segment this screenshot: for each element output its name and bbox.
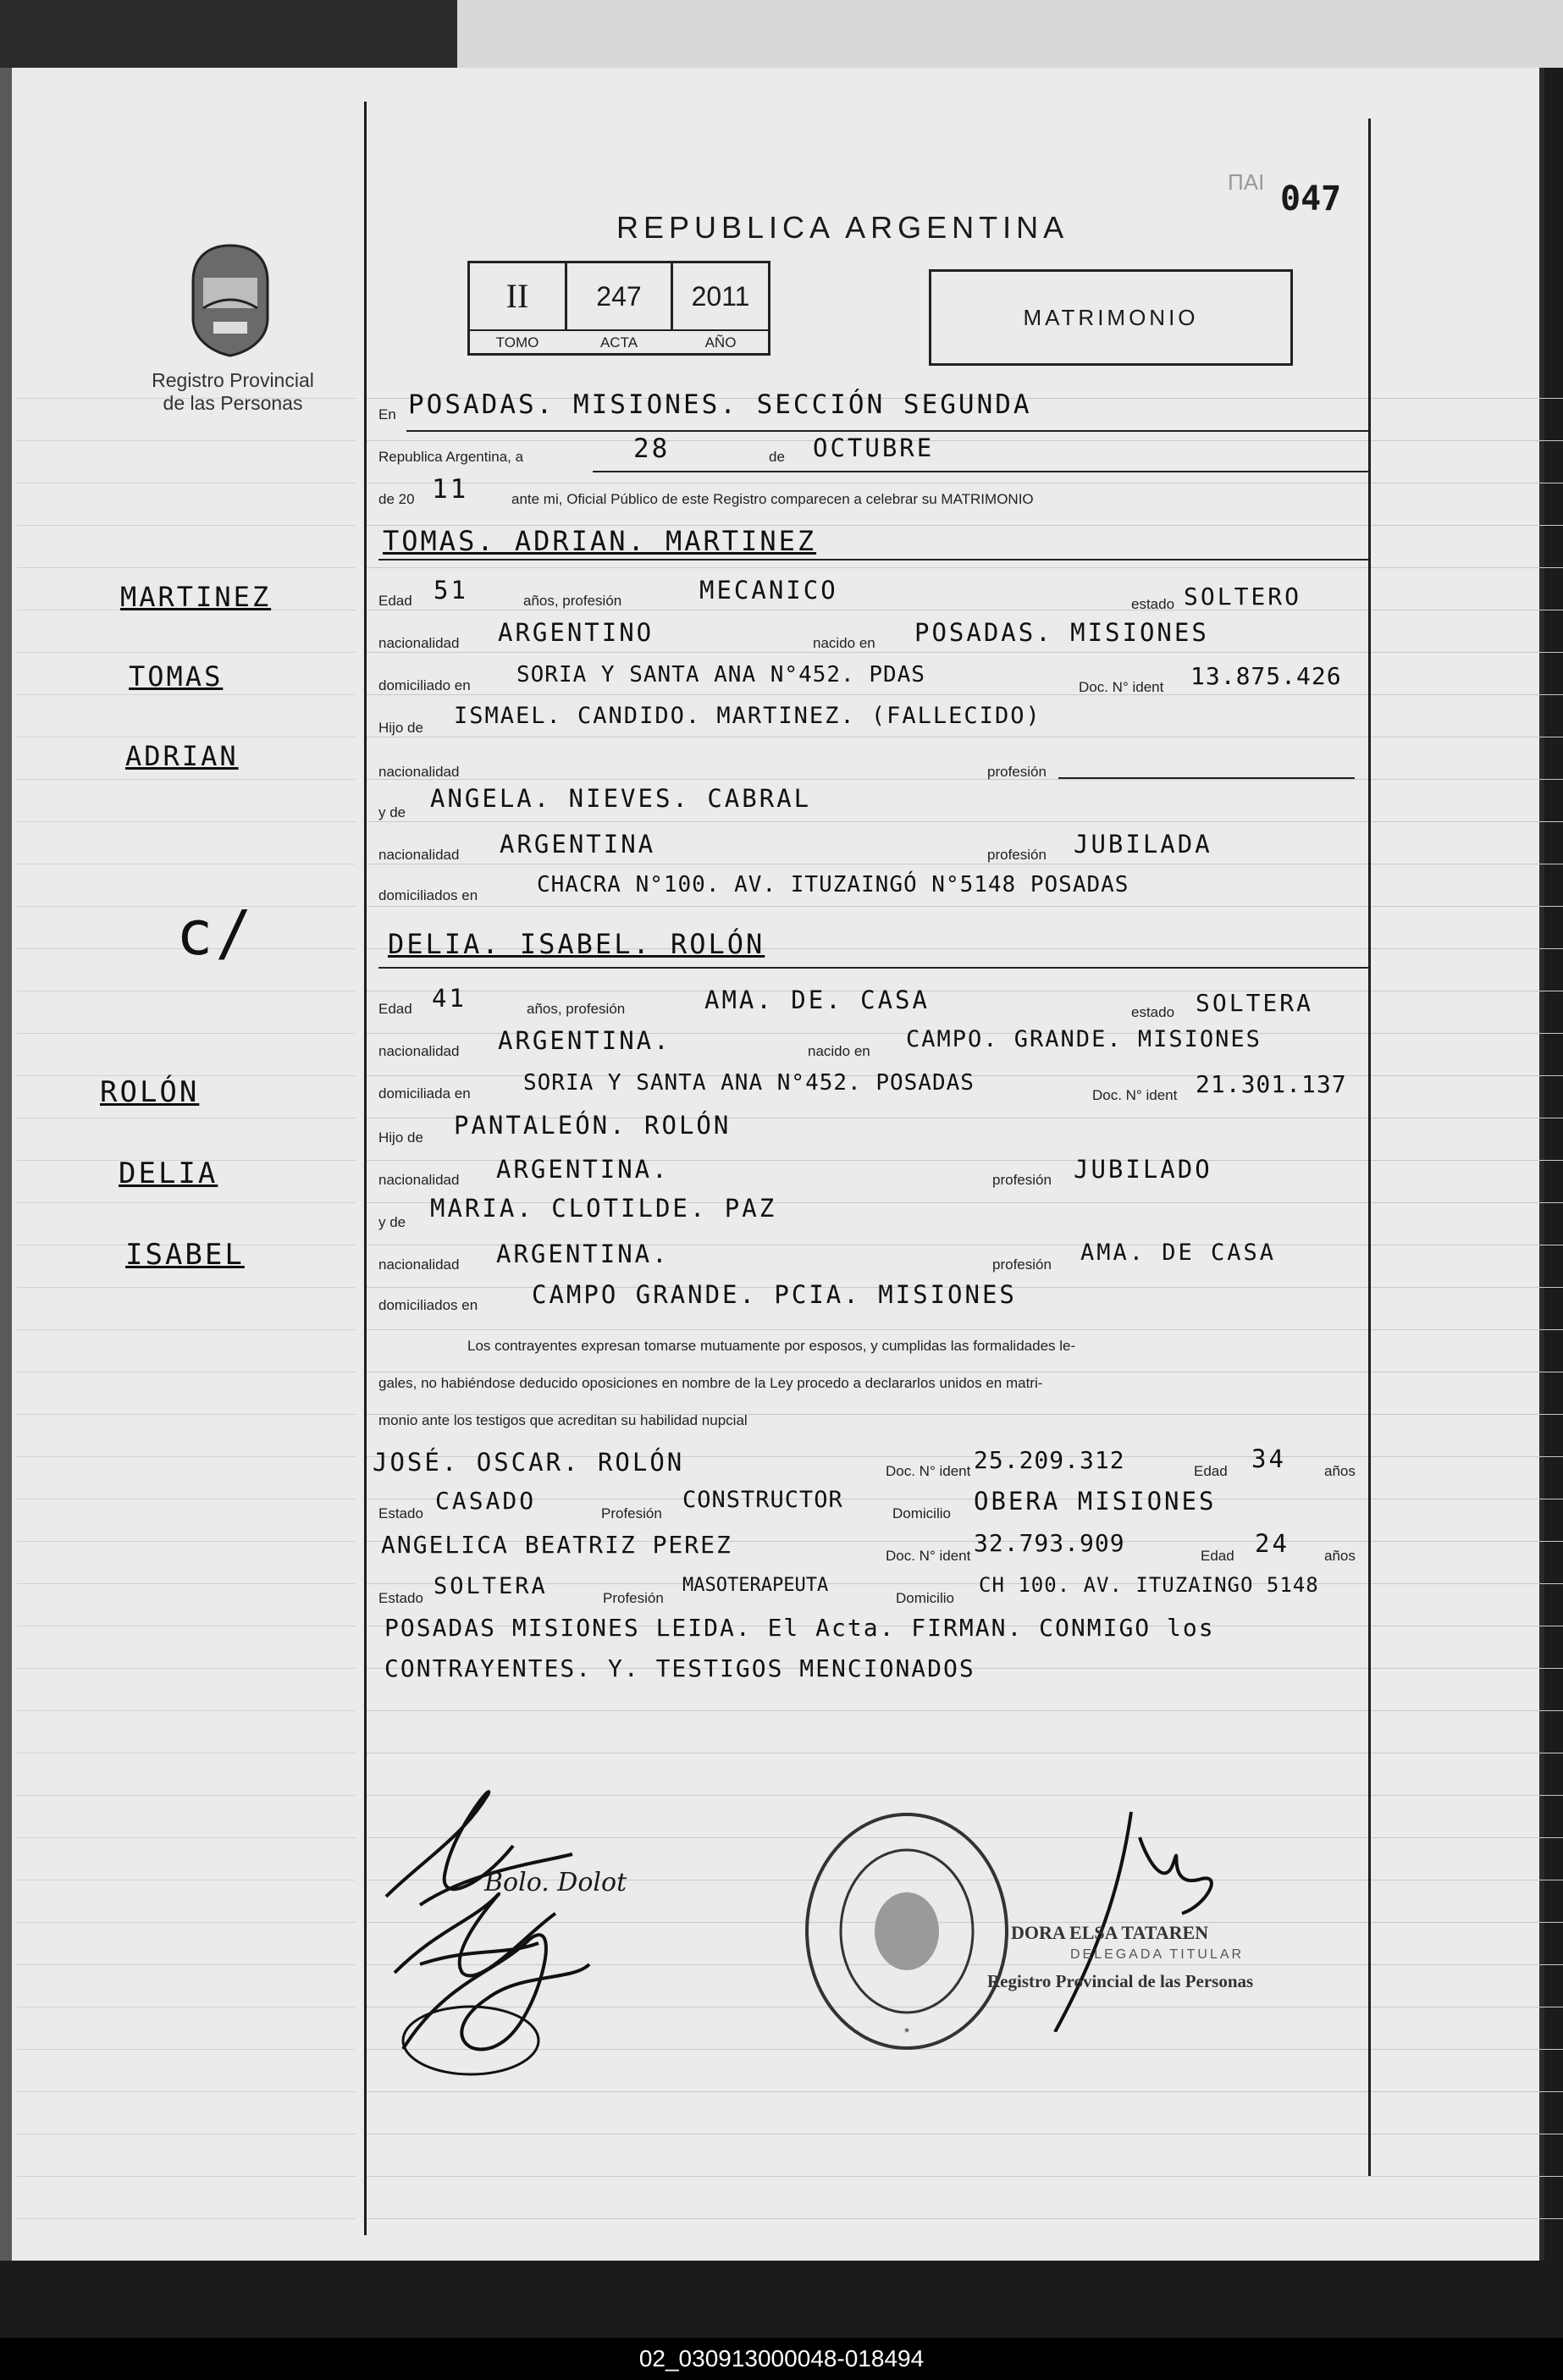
bride-parents-dom-label: domiciliados en — [378, 1297, 478, 1313]
bride-mother-nac-label: nacionalidad — [378, 1256, 460, 1273]
ruled-line — [364, 694, 1563, 695]
witness2-address: CH 100. AV. ITUZAINGO 5148 — [979, 1573, 1319, 1597]
bride-estado-label: estado — [1131, 1004, 1175, 1020]
closing-line-1: POSADAS MISIONES LEIDA. El Acta. FIRMAN. CONMIGO los — [384, 1614, 1215, 1642]
witness1-dom-label: Domicilio — [892, 1505, 951, 1521]
margin-ruled-line — [17, 1329, 356, 1330]
page-number: 047 — [1280, 179, 1342, 218]
margin-con-mark: c/ — [176, 897, 255, 969]
tomo-value: II — [470, 263, 567, 329]
groom-mother-nac-label: nacionalidad — [378, 847, 460, 863]
official-signature-icon — [1038, 1803, 1241, 2032]
bride-father-nat: ARGENTINA. — [496, 1155, 670, 1184]
act-type-box: MATRIMONIO — [929, 269, 1293, 366]
bride-mother-nat: ARGENTINA. — [496, 1240, 670, 1268]
misiones-seal-icon — [181, 240, 279, 359]
margin-ruled-line — [17, 440, 356, 441]
margin-ruled-line — [17, 821, 356, 822]
margin-ruled-line — [17, 1287, 356, 1288]
bride-mother-prof-label: profesión — [992, 1256, 1052, 1273]
groom-estado-label: estado — [1131, 596, 1175, 612]
bride-parents-address: CAMPO GRANDE. PCIA. MISIONES — [532, 1280, 1017, 1309]
anio-label: AÑO — [704, 334, 737, 351]
witness1-edad-label: Edad — [1194, 1463, 1228, 1479]
bride-nac-label: nacionalidad — [378, 1043, 460, 1059]
margin-name-bride-1: DELIA — [119, 1157, 218, 1190]
margin-ruled-line — [17, 567, 356, 568]
svg-text:*: * — [903, 2026, 910, 2040]
witness1-doc-label: Doc. N° ident — [886, 1463, 971, 1479]
groom-doc-label: Doc. N° ident — [1079, 679, 1164, 695]
margin-ruled-line — [17, 1583, 356, 1584]
witness2-doc: 32.793.909 — [974, 1529, 1125, 1557]
bride-mother: MARIA. CLOTILDE. PAZ — [430, 1194, 777, 1223]
margin-surname-groom: MARTINEZ — [120, 581, 272, 613]
margin-ruled-line — [17, 1202, 356, 1203]
bride-nationality: ARGENTINA. — [498, 1026, 671, 1055]
ruled-line — [364, 906, 1563, 907]
witness2-status: SOLTERA — [434, 1573, 548, 1599]
bride-age: 41 — [432, 984, 467, 1013]
groom-parents-address: CHACRA N°100. AV. ITUZAINGÓ N°5148 POSADAS — [537, 872, 1129, 897]
margin-ruled-line — [17, 1456, 356, 1457]
bride-father: PANTALEÓN. ROLÓN — [454, 1111, 732, 1140]
margin-ruled-line — [17, 779, 356, 780]
groom-nacido-label: nacido en — [813, 635, 875, 651]
official-stamp — [801, 1808, 1013, 2054]
groom-father-prof-label: profesión — [987, 764, 1047, 780]
bride-birthplace: CAMPO. GRANDE. MISIONES — [906, 1026, 1262, 1052]
scan-background-top-left — [0, 0, 457, 68]
file-identifier: 02_030913000048-018494 — [0, 2338, 1563, 2380]
circular-stamp-icon — [801, 1808, 1013, 2054]
margin-ruled-line — [17, 2091, 356, 2092]
place-line — [406, 430, 1368, 432]
groom-father-nac-label: nacionalidad — [378, 764, 460, 780]
de-label: de — [769, 449, 785, 465]
ruled-line — [364, 2218, 1563, 2219]
groom-name: TOMAS. ADRIAN. MARTINEZ — [383, 525, 817, 557]
groom-yde-label: y de — [378, 804, 406, 820]
groom-age: 51 — [434, 576, 468, 605]
margin-ruled-line — [17, 1922, 356, 1923]
republica-label: Republica Argentina, a — [378, 449, 524, 465]
ruled-line — [364, 1329, 1563, 1330]
en-label: En — [378, 406, 396, 422]
ruled-line — [364, 779, 1563, 780]
bride-status: SOLTERA — [1196, 989, 1314, 1017]
margin-ruled-line — [17, 1668, 356, 1669]
margin-ruled-line — [17, 652, 356, 653]
groom-mother-nat: ARGENTINA — [500, 830, 656, 859]
groom-mother-prof: JUBILADA — [1074, 830, 1212, 859]
scan-background-top — [457, 0, 1563, 68]
signature-scribbles-icon — [369, 1761, 691, 2083]
groom-nationality: ARGENTINO — [498, 618, 654, 647]
witness2-estado-label: Estado — [378, 1590, 423, 1606]
acta-label: ACTA — [599, 334, 638, 351]
signatures-group — [369, 1761, 691, 2083]
margin-surname-bride: ROLÓN — [100, 1075, 200, 1109]
margin-line — [364, 102, 367, 2235]
date-line — [593, 471, 1368, 472]
ruled-line — [364, 821, 1563, 822]
official-name: DORA ELSA TATAREN — [1011, 1922, 1209, 1943]
bride-doc: 21.301.137 — [1196, 1070, 1347, 1098]
ruled-line — [364, 652, 1563, 653]
father-prof-line — [1058, 777, 1355, 779]
faint-stamp: ΠΑΙ — [1228, 169, 1265, 195]
bride-hijo-label: Hijo de — [378, 1129, 423, 1146]
place-value: POSADAS. MISIONES. SECCIÓN SEGUNDA — [408, 389, 1032, 420]
ruled-line — [364, 2176, 1563, 2177]
margin-ruled-line — [17, 694, 356, 695]
witness2-age: 24 — [1255, 1529, 1290, 1558]
witness2-prof-label: Profesión — [603, 1590, 664, 1606]
groom-birthplace: POSADAS. MISIONES — [914, 618, 1209, 647]
formal-line-1: Los contrayentes expresan tomarse mutuamente por esposos, y cumplidas las formalidades le- — [467, 1338, 1076, 1354]
year-suffix: 11 — [432, 474, 469, 505]
bride-father-prof-label: profesión — [992, 1172, 1052, 1188]
groom-profession: MECANICO — [699, 576, 838, 605]
acta-value: 247 — [567, 263, 673, 329]
witness2-profession: MASOTERAPEUTA — [682, 1575, 829, 1596]
margin-ruled-line — [17, 2049, 356, 2050]
groom-father: ISMAEL. CANDIDO. MARTINEZ. (FALLECIDO) — [454, 703, 1041, 729]
ruled-line — [364, 1710, 1563, 1711]
margin-name-groom-1: TOMAS — [129, 660, 224, 693]
box-divider — [470, 329, 768, 331]
margin-ruled-line — [17, 1964, 356, 1965]
bride-nacido-label: nacido en — [808, 1043, 870, 1059]
bride-address: SORIA Y SANTA ANA N°452. POSADAS — [523, 1070, 975, 1096]
witness2-anos-label: años — [1324, 1548, 1356, 1564]
bride-doc-label: Doc. N° ident — [1092, 1087, 1178, 1103]
margin-name-bride-2: ISABEL — [125, 1238, 245, 1272]
signature-text: Bolo. Dolot — [484, 1868, 627, 1897]
bride-father-prof: JUBILADO — [1074, 1155, 1212, 1184]
anio-value: 2011 — [691, 281, 750, 312]
bride-yde-label: y de — [378, 1214, 406, 1230]
bride-name-line — [378, 967, 1368, 969]
month-value: OCTUBRE — [813, 433, 935, 462]
day-value: 28 — [633, 433, 671, 464]
margin-ruled-line — [17, 2218, 356, 2219]
bride-dom-label: domiciliada en — [378, 1085, 471, 1102]
witness2-doc-label: Doc. N° ident — [886, 1548, 971, 1564]
formal-line-3: monio ante los testigos que acreditan su habilidad nupcial — [378, 1412, 748, 1428]
groom-dom-label: domiciliado en — [378, 677, 471, 693]
seal-caption-line1: Registro Provincial — [152, 369, 314, 391]
witness2-dom-label: Domicilio — [896, 1590, 954, 1606]
country-title: REPUBLICA ARGENTINA — [616, 210, 1069, 245]
witness1-age: 34 — [1251, 1444, 1286, 1473]
margin-ruled-line — [17, 525, 356, 526]
official-title: DELEGADA TITULAR — [1070, 1947, 1245, 1962]
margin-ruled-line — [17, 1710, 356, 1711]
witness1-prof-label: Profesión — [601, 1505, 662, 1521]
witness1-address: OBERA MISIONES — [974, 1487, 1217, 1516]
tomo-label: TOMO — [495, 334, 539, 351]
right-border-line — [1368, 119, 1371, 2176]
groom-parents-dom-label: domiciliados en — [378, 887, 478, 903]
groom-nac-label: nacionalidad — [378, 635, 460, 651]
margin-ruled-line — [17, 1033, 356, 1034]
margin-ruled-line — [17, 1414, 356, 1415]
margin-name-groom-2: ADRIAN — [125, 740, 239, 772]
bride-profession: AMA. DE. CASA — [704, 986, 930, 1014]
bride-father-nac-label: nacionalidad — [378, 1172, 460, 1188]
groom-mother-prof-label: profesión — [987, 847, 1047, 863]
groom-mother: ANGELA. NIEVES. CABRAL — [430, 784, 812, 813]
witness1-anos-label: años — [1324, 1463, 1356, 1479]
registry-seal-caption — [144, 369, 322, 415]
groom-edad-label: Edad — [378, 593, 412, 609]
margin-ruled-line — [17, 1795, 356, 1796]
seal-caption-line2: de las Personas — [163, 392, 303, 414]
bride-name: DELIA. ISABEL. ROLÓN — [388, 928, 765, 960]
witness1-doc: 25.209.312 — [974, 1446, 1125, 1474]
groom-address: SORIA Y SANTA ANA N°452. PDAS — [516, 662, 925, 687]
bride-anos-label: años, profesión — [527, 1001, 626, 1017]
appearance-statement: ante mi, Oficial Público de este Registro comparecen a celebrar su MATRIMONIO — [511, 491, 1034, 507]
year-prefix: de 20 — [378, 491, 415, 507]
groom-doc: 13.875.426 — [1190, 662, 1342, 690]
witness1-estado-label: Estado — [378, 1505, 423, 1521]
witness2-name: ANGELICA BEATRIZ PEREZ — [381, 1531, 732, 1559]
witness1-profession: CONSTRUCTOR — [682, 1487, 843, 1513]
closing-line-2: CONTRAYENTES. Y. TESTIGOS MENCIONADOS — [384, 1654, 975, 1682]
official-office: Registro Provincial de las Personas — [987, 1971, 1254, 1991]
book-binding-edge — [0, 68, 12, 2261]
formal-line-2: gales, no habiéndose deducido oposiciones en nombre de la Ley procedo a declararlos unidos en matri- — [378, 1375, 1043, 1391]
groom-name-line — [378, 559, 1368, 560]
bride-mother-prof: AMA. DE CASA — [1080, 1240, 1277, 1266]
groom-status: SOLTERO — [1184, 583, 1302, 610]
margin-ruled-line — [17, 2176, 356, 2177]
ruled-line — [364, 2091, 1563, 2092]
bride-edad-label: Edad — [378, 1001, 412, 1017]
registry-box — [467, 261, 770, 356]
margin-ruled-line — [17, 1541, 356, 1542]
ruled-line — [364, 567, 1563, 568]
witness1-status: CASADO — [435, 1487, 537, 1515]
ruled-line — [364, 440, 1563, 441]
witness2-edad-label: Edad — [1201, 1548, 1234, 1564]
groom-hijo-label: Hijo de — [378, 720, 423, 736]
groom-anos-label: años, profesión — [523, 593, 622, 609]
witness1-name: JOSÉ. OSCAR. ROLÓN — [373, 1448, 685, 1477]
margin-ruled-line — [17, 1837, 356, 1838]
